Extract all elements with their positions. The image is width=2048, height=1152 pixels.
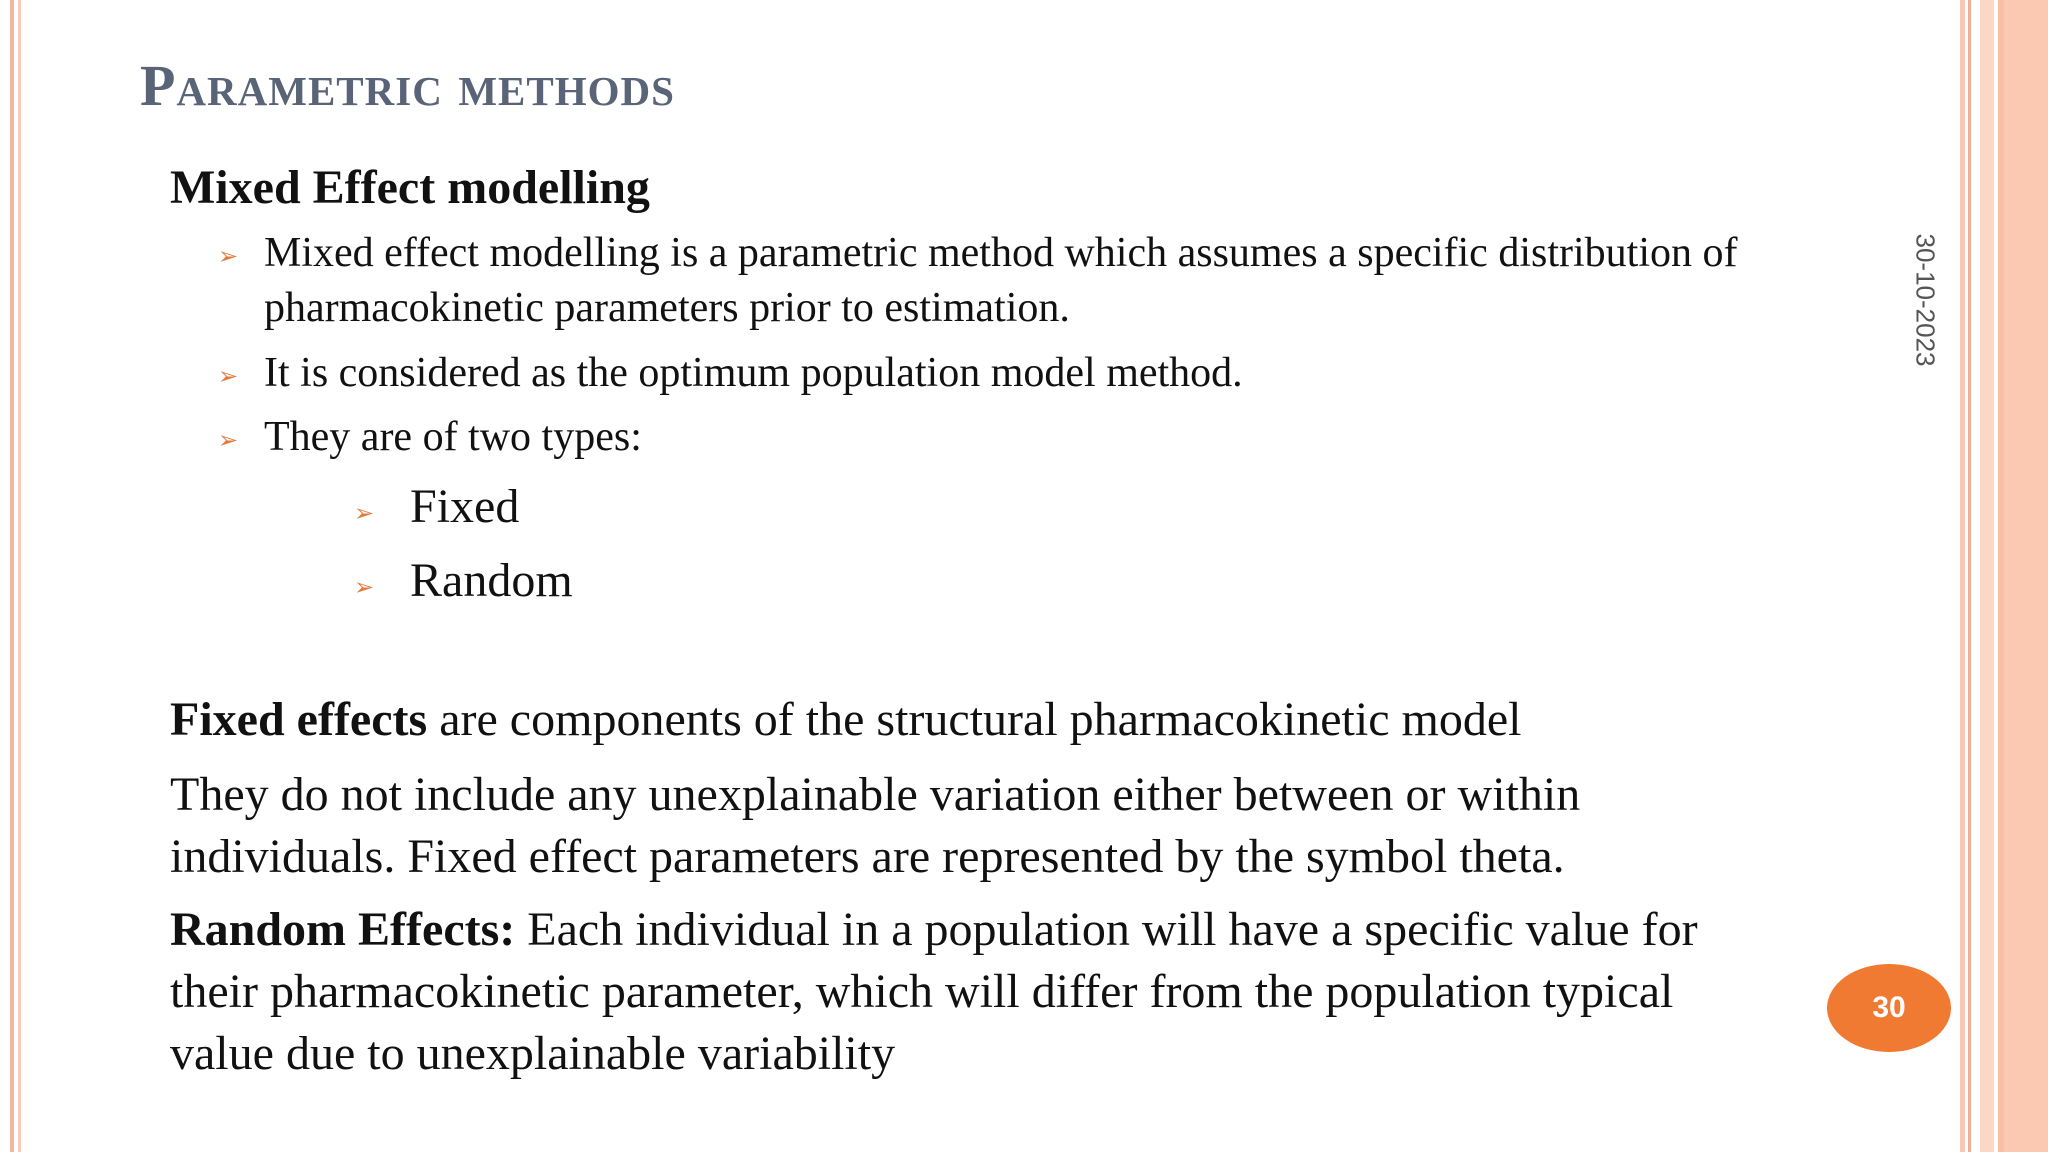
arrowhead-bullet-icon: ➢ bbox=[354, 499, 375, 527]
right-border-stripe bbox=[1968, 0, 1971, 1152]
right-border-stripe bbox=[1960, 0, 1965, 1152]
random-effects-definition bbox=[170, 899, 1770, 1085]
bullet-item bbox=[218, 346, 1824, 401]
sub-bullet-item bbox=[354, 477, 520, 537]
slide-date: 30-10-2023 bbox=[1910, 233, 1941, 367]
sub-bullet-text: Random bbox=[410, 554, 573, 607]
sub-bullet-item bbox=[354, 551, 573, 611]
right-border-stripe bbox=[1980, 0, 1994, 1152]
fixed-effects-text: are components of the structural pharmacokinetic model bbox=[427, 693, 1522, 746]
bullet-text: They are of two types: bbox=[264, 414, 642, 460]
page-number-badge: 30 bbox=[1827, 964, 1951, 1052]
left-border-stripe-inner bbox=[18, 0, 21, 1152]
random-effects-text: Each individual in a population will have a specific value for their pharmacokinetic parameter, which will differ from the population typical value due to unexplainable variability bbox=[170, 903, 1698, 1080]
arrowhead-bullet-icon: ➢ bbox=[354, 573, 375, 601]
fixed-effects-term: Fixed effects bbox=[170, 693, 428, 746]
bullet-item bbox=[218, 226, 1824, 336]
left-border-stripe bbox=[10, 0, 14, 1152]
bullet-item bbox=[218, 410, 1824, 465]
bullet-text: It is considered as the optimum population model method. bbox=[264, 350, 1243, 396]
section-heading: Mixed Effect modelling bbox=[170, 161, 650, 214]
bullet-text: Mixed effect modelling is a parametric method which assumes a specific distribution of pharmacokinetic parameters prior to estimation. bbox=[264, 230, 1738, 331]
arrowhead-bullet-icon: ➢ bbox=[218, 242, 239, 270]
arrowhead-bullet-icon: ➢ bbox=[218, 362, 239, 390]
random-effects-term: Random Effects: bbox=[170, 903, 516, 956]
arrowhead-bullet-icon: ➢ bbox=[218, 426, 239, 454]
right-border-band bbox=[2004, 0, 2048, 1152]
fixed-effects-paragraph: They do not include any unexplainable variation either between or within individuals. Fixed effect parameters are represented by the symbol theta. bbox=[170, 768, 1581, 883]
fixed-effects-definition bbox=[170, 689, 1770, 751]
sub-bullet-text: Fixed bbox=[410, 480, 520, 533]
slide-title: Parametric methods bbox=[140, 53, 675, 118]
